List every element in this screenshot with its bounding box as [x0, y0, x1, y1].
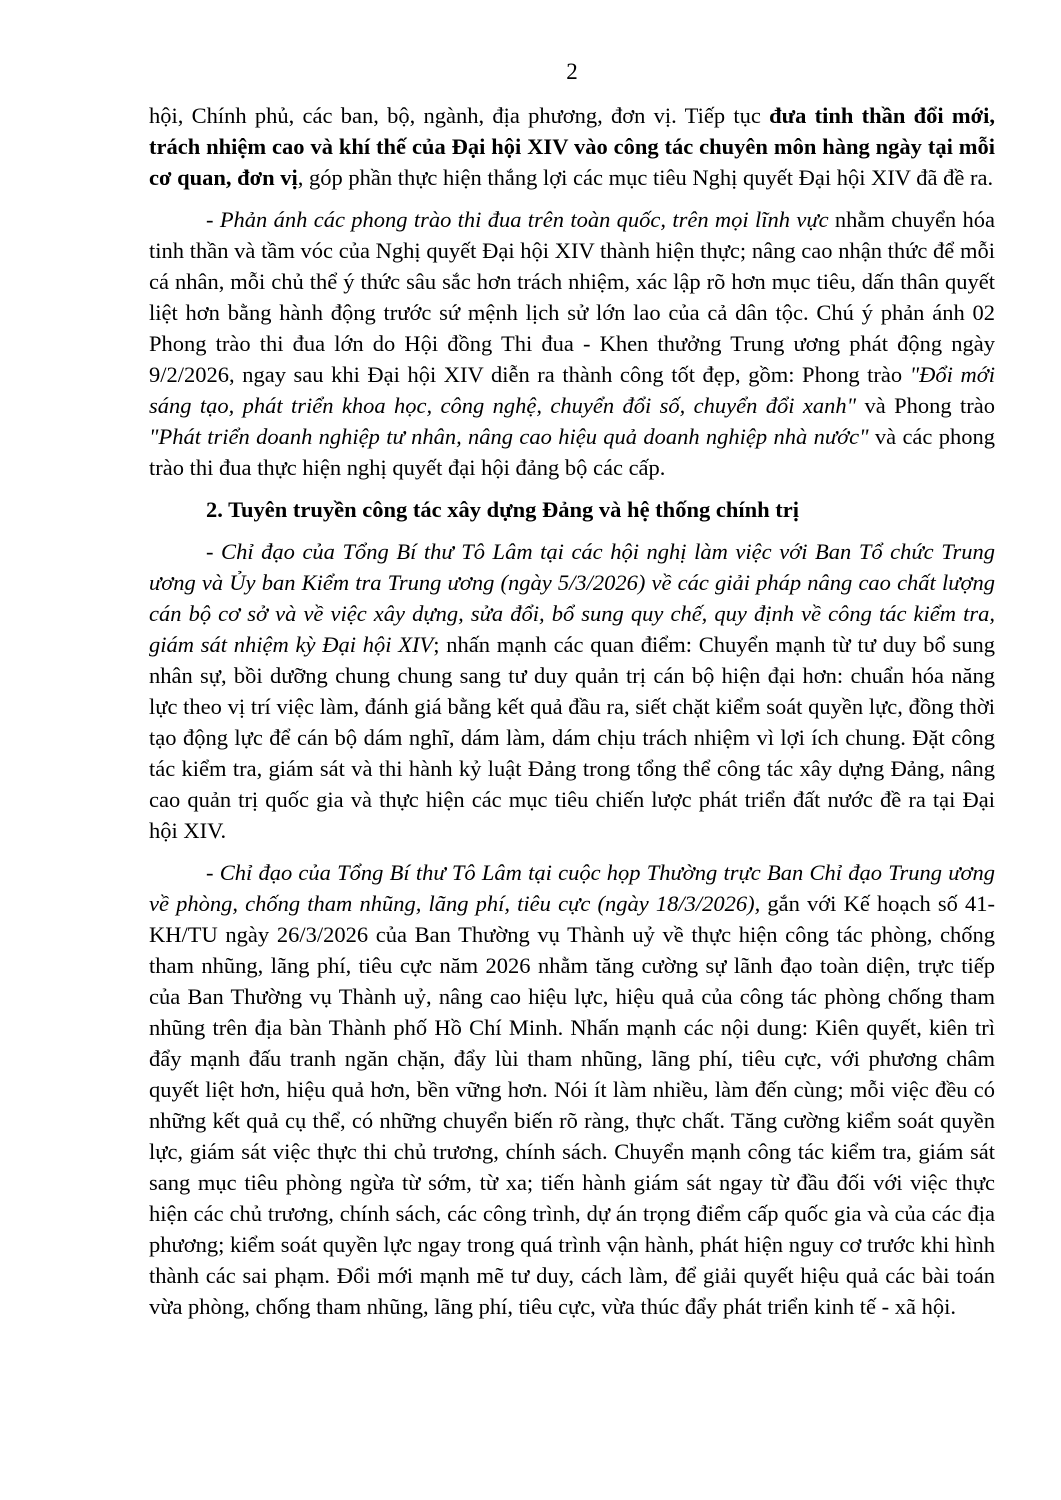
text-run: "Phát triển doanh nghiệp tư nhân, nâng cao hiệu quả doanh nghiệp nhà nước" — [149, 424, 869, 449]
text-run: và các phong trào thi đua thực hiện nghị quyết đại hội đảng bộ các cấp. — [149, 424, 995, 480]
document-body — [149, 100, 995, 1333]
paragraph — [149, 857, 995, 1322]
text-run: , góp phần thực hiện thắng lợi các mục tiêu Nghị quyết Đại hội XIV đã đề ra. — [297, 165, 994, 190]
text-run: ; nhấn mạnh các quan điểm: Chuyển mạnh từ tư duy bổ sung nhân sự, bồi dưỡng chung chung sang tư duy quản trị cán bộ hiện đại hơn: chuẩn hóa năng lực theo vị trí việc làm, đánh giá bằng kết quả đầu ra, siết chặt kiểm soát quyền lực, đồng thời tạo động lực để cán bộ dám nghĩ, dám làm, dám chịu trách nhiệm vì lợi ích chung. Đặt công tác kiểm tra, giám sát và thi hành kỷ luật Đảng trong tổng thể công tác xây dựng Đảng, nâng cao quản trị quốc gia và thực hiện các mục tiêu chiến lược phát triển đất nước đề ra tại Đại hội XIV. — [149, 632, 996, 843]
text-run: hội, Chính phủ, các ban, bộ, ngành, địa phương, đơn vị. Tiếp tục — [149, 103, 770, 128]
text-run: nhằm chuyển hóa tinh thần và tầm vóc của Nghị quyết Đại hội XIV thành hiện thực; nâng cao nhận thức để mỗi cá nhân, mỗi chủ thể ý thức sâu sắc hơn trách nhiệm, xác lập rõ hơn mục tiêu, dấn thân quyết liệt hơn bằng hành động trước sứ mệnh lịch sử lớn lao của cả dân tộc. Chú ý phản ánh 02 Phong trào thi đua lớn do Hội đồng Thi đua - Khen thưởng Trung ương phát động ngày 9/2/2026, ngay sau khi Đại hội XIV diễn ra thành công tốt đẹp, gồm: Phong trào — [149, 207, 995, 387]
text-run: gắn với Kế hoạch số 41-KH/TU ngày 26/3/2026 của Ban Thường vụ Thành uỷ về thực hiện công tác phòng, chống tham nhũng, lãng phí, tiêu cực năm 2026 nhằm tăng cường sự lãnh đạo toàn diện, trực tiếp của Ban Thường vụ Thành uỷ, nâng cao hiệu lực, hiệu quả của công tác phòng chống tham nhũng trên địa bàn Thành phố Hồ Chí Minh. Nhấn mạnh các nội dung: Kiên quyết, kiên trì đẩy mạnh đấu tranh ngăn chặn, đẩy lùi tham nhũng, lãng phí, tiêu cực, với phương châm quyết liệt hơn, hiệu quả hơn, bền vững hơn. Nói ít làm nhiều, làm đến cùng; mỗi việc đều có những kết quả cụ thể, có những chuyển biến rõ ràng, thực chất. Tăng cường kiểm soát quyền lực, giám sát việc thực thi chủ trương, chính sách. Chuyển mạnh công tác kiểm tra, giám sát sang mục tiêu phòng ngừa từ sớm, từ xa; tiến hành giám sát ngay từ đầu đối với việc thực hiện các chủ trương, chính sách, các công trình, dự án trọng điểm cấp quốc gia và của các địa phương; kiểm soát quyền lực ngay trong quá trình vận hành, phát hiện nguy cơ trước khi hình thành các sai phạm. Đổi mới mạnh mẽ tư duy, cách làm, để giải quyết hiệu quả các bài toán vừa phòng, chống tham nhũng, lãng phí, tiêu cực, vừa thúc đẩy phát triển kinh tế - xã hội. — [149, 891, 996, 1319]
text-run: đưa tinh thần đổi mới, trách nhiệm cao và khí thế của Đại hội XIV vào công tác chuyên môn hàng ngày tại mỗi cơ quan, đơn vị — [149, 103, 995, 190]
text-run: - Chỉ đạo của Tổng Bí thư Tô Lâm tại cuộc họp Thường trực Ban Chỉ đạo Trung ương về phòng, chống tham nhũng, lãng phí, tiêu cực (ngày 18/3/2026), — [149, 860, 995, 916]
text-run: - Chỉ đạo của Tổng Bí thư Tô Lâm tại các hội nghị làm việc với Ban Tổ chức Trung ương và Ủy ban Kiểm tra Trung ương (ngày 5/3/2026) về các giải pháp nâng cao chất lượng cán bộ cơ sở và về việc xây dựng, sửa đổi, bổ sung quy chế, quy định về công tác kiểm tra, giám sát nhiệm kỳ Đại hội XIV — [149, 539, 995, 657]
text-run: "Đổi mới sáng tạo, phát triển khoa học, công nghệ, chuyển đổi số, chuyển đổi xanh" — [149, 362, 995, 418]
paragraph — [149, 204, 995, 483]
section-heading — [149, 494, 995, 525]
text-run: - Phản ánh các phong trào thi đua trên toàn quốc, trên mọi lĩnh vực — [206, 207, 829, 232]
text-run: và Phong trào — [856, 393, 995, 418]
paragraph — [149, 100, 995, 193]
text-run: 2. Tuyên truyền công tác xây dựng Đảng và hệ thống chính trị — [206, 497, 799, 522]
paragraph — [149, 536, 995, 846]
page-number: 2 — [566, 59, 578, 84]
